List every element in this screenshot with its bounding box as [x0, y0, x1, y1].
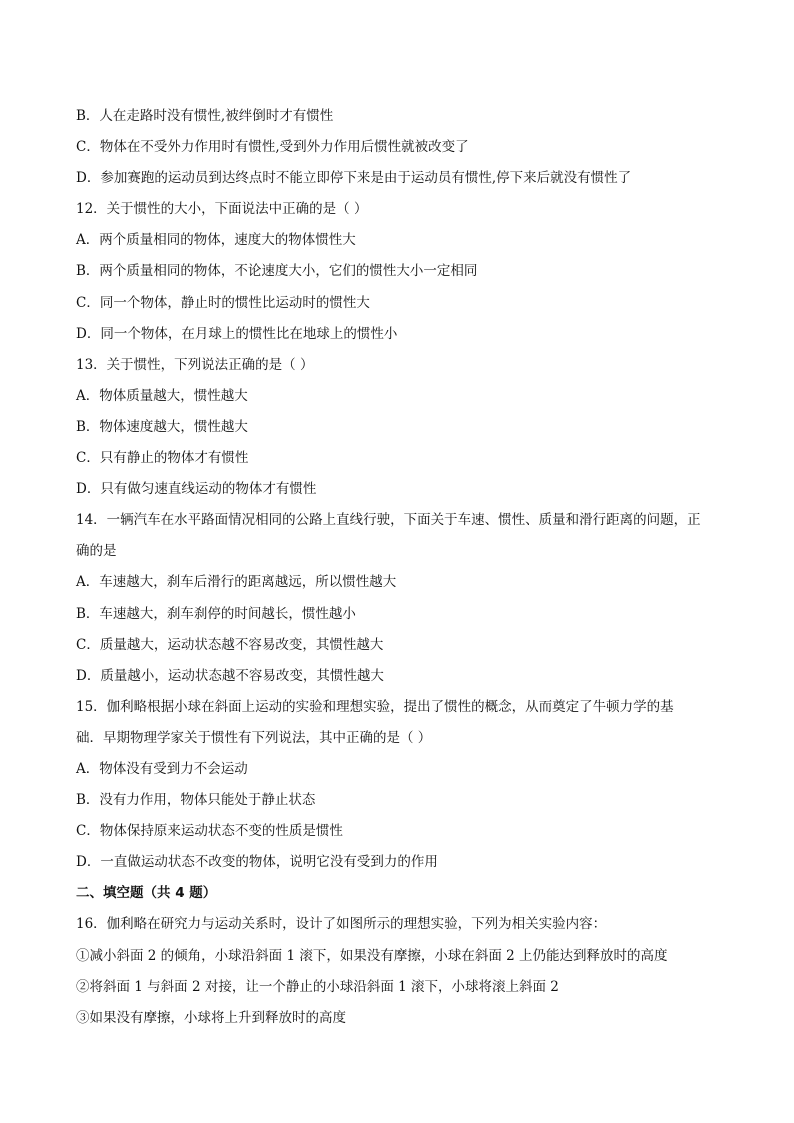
question-16-item-1: ①减小斜面 2 的倾角，小球沿斜面 1 滚下，如果没有摩擦，小球在斜面 2 上仍能达到释放时的高度	[76, 947, 668, 964]
question-14-cont: 确的是	[76, 543, 117, 560]
question-15: 15．伽利略根据小球在斜面上运动的实验和理想实验，提出了惯性的概念，从而奠定了牛顿力学的基	[76, 698, 674, 715]
option-13d: D．只有做匀速直线运动的物体才有惯性	[76, 481, 317, 498]
option-13c: C．只有静止的物体才有惯性	[76, 450, 249, 467]
option-13a: A．物体质量越大，惯性越大	[76, 387, 248, 404]
section-heading-fill-in: 二、填空题（共 4 题）	[76, 885, 217, 902]
option-12a: A．两个质量相同的物体，速度大的物体惯性大	[76, 232, 356, 249]
option-15a: A．物体没有受到力不会运动	[76, 760, 248, 777]
question-13: 13．关于惯性，下列说法正确的是（ ）	[76, 356, 314, 373]
option-11d: D．参加赛跑的运动员到达终点时不能立即停下来是由于运动员有惯性,停下来后就没有惯性了	[76, 170, 632, 187]
option-14d: D．质量越小，运动状态越不容易改变，其惯性越大	[76, 667, 384, 684]
option-12c: C．同一个物体，静止时的惯性比运动时的惯性大	[76, 294, 370, 311]
question-12: 12．关于惯性的大小，下面说法中正确的是（ ）	[76, 201, 368, 218]
question-14: 14．一辆汽车在水平路面情况相同的公路上直线行驶，下面关于车速、惯性、质量和滑行距离的问题，正	[76, 512, 701, 529]
option-15b: B．没有力作用，物体只能处于静止状态	[76, 792, 316, 809]
option-15c: C．物体保持原来运动状态不变的性质是惯性	[76, 823, 343, 840]
option-14b: B．车速越大，刹车刹停的时间越长，惯性越小	[76, 605, 356, 622]
option-14c: C．质量越大，运动状态越不容易改变，其惯性越大	[76, 636, 384, 653]
option-11c: C．物体在不受外力作用时有惯性,受到外力作用后惯性就被改变了	[76, 139, 469, 156]
question-16-item-2: ②将斜面 1 与斜面 2 对接，让一个静止的小球沿斜面 1 滚下，小球将滚上斜面 2	[76, 978, 559, 995]
question-16-item-3: ③如果没有摩擦，小球将上升到释放时的高度	[76, 1009, 346, 1026]
document-page	[76, 101, 716, 1034]
option-14a: A．车速越大，刹车后滑行的距离越远，所以惯性越大	[76, 574, 397, 591]
option-15d: D．一直做运动状态不改变的物体，说明它没有受到力的作用	[76, 854, 438, 871]
option-11b: B．人在走路时没有惯性,被绊倒时才有惯性	[76, 108, 334, 124]
option-12b: B．两个质量相同的物体，不论速度大小，它们的惯性大小一定相同	[76, 263, 478, 280]
option-13b: B．物体速度越大，惯性越大	[76, 418, 248, 435]
question-16: 16．伽利略在研究力与运动关系时，设计了如图所示的理想实验，下列为相关实验内容：	[76, 916, 607, 933]
option-12d: D．同一个物体，在月球上的惯性比在地球上的惯性小	[76, 325, 398, 342]
question-15-cont: 础．早期物理学家关于惯性有下列说法，其中正确的是（ ）	[76, 729, 432, 746]
